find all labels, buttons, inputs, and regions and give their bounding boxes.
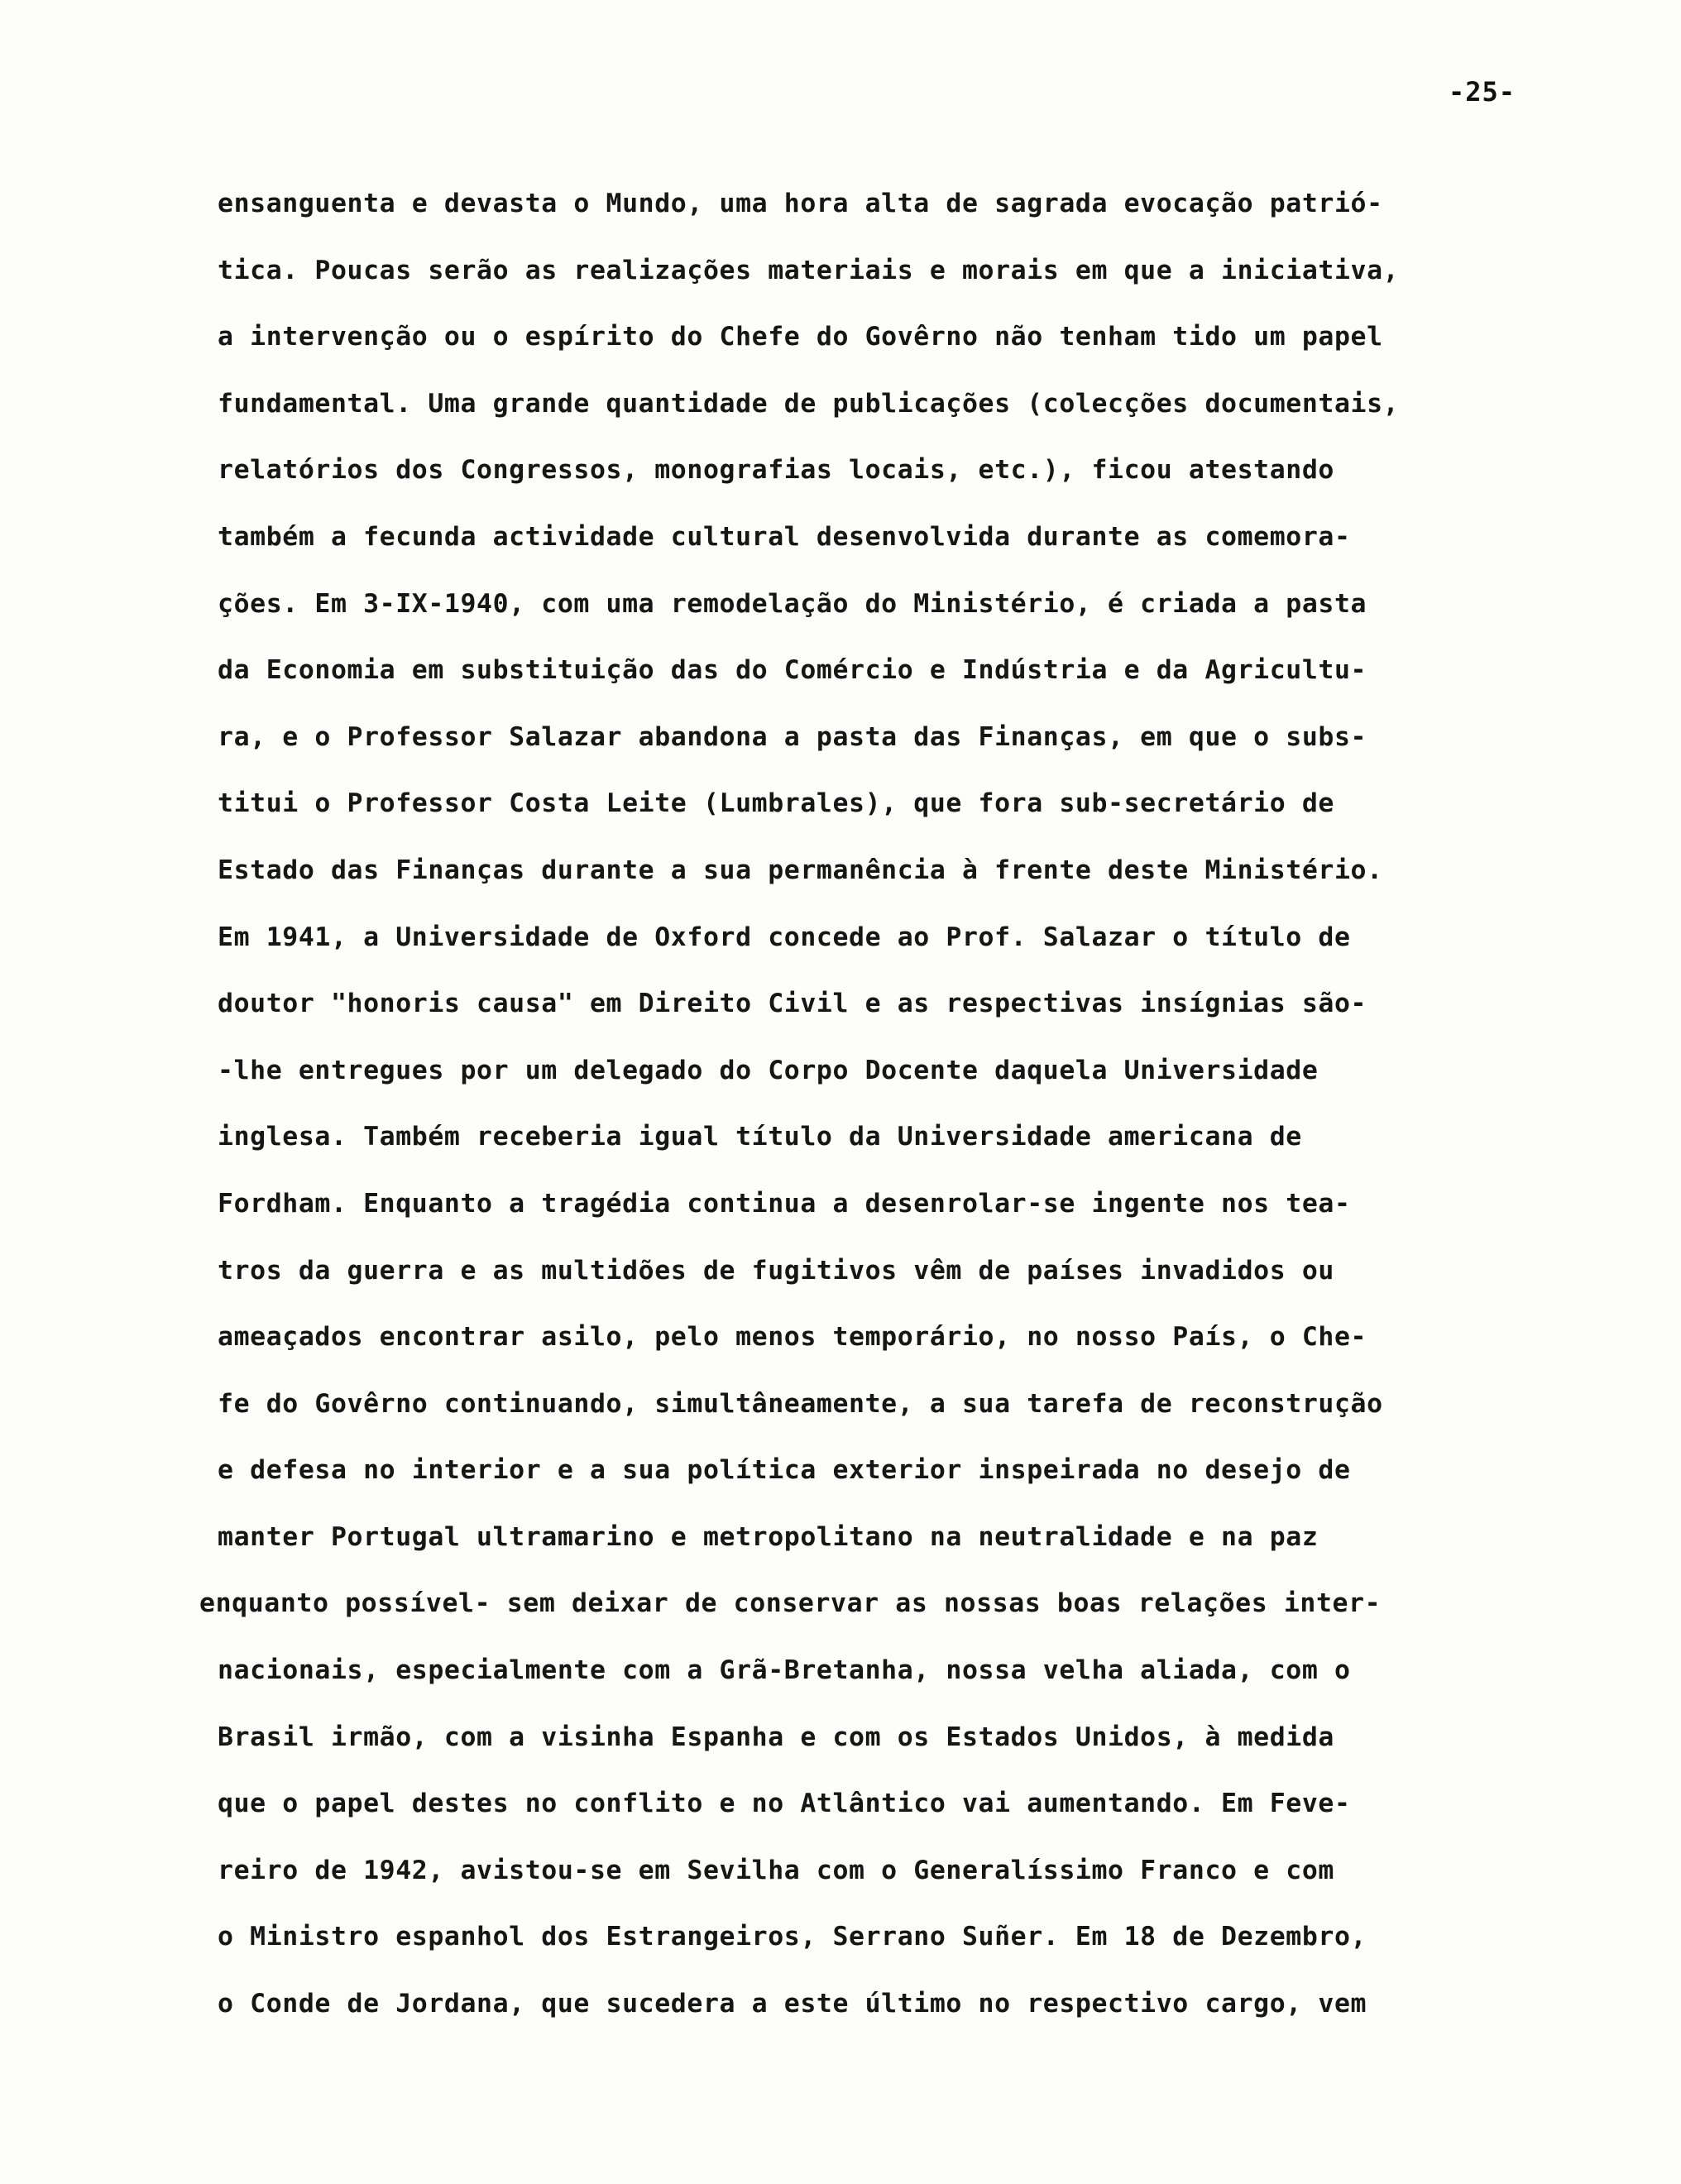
text-line: ensanguenta e devasta o Mundo, uma hora alta de sagrada evocação patrió- <box>218 189 1383 218</box>
text-line: inglesa. Também receberia igual título da Universidade americana de <box>218 1122 1302 1152</box>
text-line: o Ministro espanhol dos Estrangeiros, Serrano Suñer. Em 18 de Dezembro, <box>218 1922 1367 1952</box>
text-line: doutor "honoris causa" em Direito Civil e as respectivas insígnias são- <box>218 989 1367 1019</box>
text-line: Estado das Finanças durante a sua permanência à frente deste Ministério. <box>218 855 1383 885</box>
text-line: e defesa no interior e a sua política exterior inspeirada no desejo de <box>218 1455 1351 1486</box>
text-line: -lhe entregues por um delegado do Corpo Docente daquela Universidade <box>218 1055 1319 1085</box>
text-line: titui o Professor Costa Leite (Lumbrales), que fora sub-secretário de <box>218 788 1334 819</box>
text-line: ções. Em 3-IX-1940, com uma remodelação do Ministério, é criada a pasta <box>218 588 1367 619</box>
text-line: que o papel destes no conflito e no Atlântico vai aumentando. Em Feve- <box>218 1789 1351 1819</box>
text-line: tica. Poucas serão as realizações materiais e morais em que a iniciativa, <box>218 255 1400 285</box>
text-line: Fordham. Enquanto a tragédia continua a desenrolar-se ingente nos tea- <box>218 1188 1351 1219</box>
text-line: nacionais, especialmente com a Grã-Bretanha, nossa velha aliada, com o <box>218 1655 1351 1686</box>
text-line: o Conde de Jordana, que sucedera a este último no respectivo cargo, vem <box>218 1989 1367 2019</box>
text-line: enquanto possível- sem deixar de conservar as nossas boas relações inter- <box>199 1588 1382 1619</box>
text-line: da Economia em substituição das do Comércio e Indústria e da Agricultu- <box>218 655 1367 686</box>
page-number: -25- <box>1448 76 1516 108</box>
text-line: reiro de 1942, avistou-se em Sevilha com o Generalíssimo Franco e com <box>218 1855 1334 1885</box>
text-line: fe do Govêrno continuando, simultâneamente, a sua tarefa de reconstrução <box>218 1388 1383 1419</box>
text-line: também a fecunda actividade cultural desenvolvida durante as comemora- <box>218 521 1351 552</box>
text-line: Em 1941, a Universidade de Oxford concede ao Prof. Salazar o título de <box>218 922 1351 952</box>
text-line: ameaçados encontrar asilo, pelo menos temporário, no nosso País, o Che- <box>218 1322 1367 1353</box>
text-line: Brasil irmão, com a visinha Espanha e com os Estados Unidos, à medida <box>218 1722 1334 1752</box>
text-line: fundamental. Uma grande quantidade de publicações (colecções documentais, <box>218 388 1400 419</box>
text-line: a intervenção ou o espírito do Chefe do Govêrno não tenham tido um papel <box>218 322 1383 352</box>
text-line: relatórios dos Congressos, monografias locais, etc.), ficou atestando <box>218 455 1334 486</box>
text-line: manter Portugal ultramarino e metropolitano na neutralidade e na paz <box>218 1521 1319 1552</box>
text-line: tros da guerra e as multidões de fugitivos vêm de países invadidos ou <box>218 1255 1334 1286</box>
text-line: ra, e o Professor Salazar abandona a pasta das Finanças, em que o subs- <box>218 721 1367 752</box>
body-text <box>199 170 1640 2038</box>
